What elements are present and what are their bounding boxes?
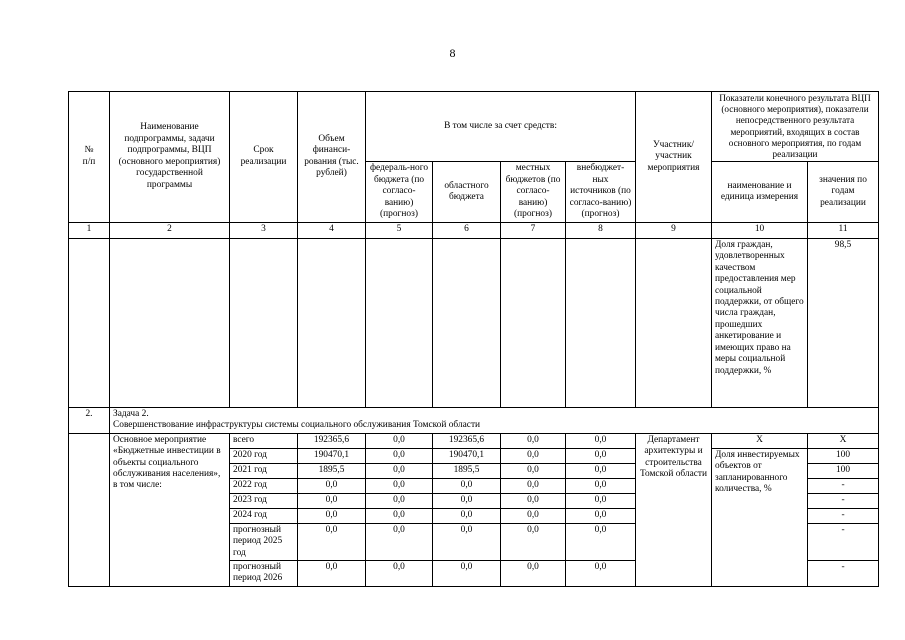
indicator-value-cell: 100	[808, 448, 879, 463]
empty-cell	[230, 238, 298, 407]
col-number: 1	[69, 222, 110, 238]
header-num: № п/п	[69, 92, 110, 223]
indicator-value-cell: -	[808, 508, 879, 523]
period-cell: 2021 год	[230, 463, 298, 478]
header-regional: областного бюджета	[433, 162, 501, 222]
federal-cell: 0,0	[366, 508, 433, 523]
local-cell: 0,0	[501, 448, 566, 463]
regional-cell: 192365,6	[433, 433, 501, 448]
indicator-value-cell: -	[808, 561, 879, 587]
header-term: Срок реализации	[230, 92, 298, 223]
federal-cell: 0,0	[366, 561, 433, 587]
header-local: местных бюджетов (по согласо-ванию) (прогноз)	[501, 162, 566, 222]
header-indicator-name: наименование и единица измерения	[712, 162, 808, 222]
column-numbers-row	[69, 222, 879, 238]
indicator-value-cell: X	[808, 433, 879, 448]
empty-cell	[433, 238, 501, 407]
empty-cell	[501, 238, 566, 407]
total-cell: 192365,6	[298, 433, 366, 448]
col-number: 11	[808, 222, 879, 238]
local-cell: 0,0	[501, 433, 566, 448]
participant-cell: Департамент архитектуры и строительства Томской области	[636, 433, 712, 586]
measure-body	[69, 433, 879, 586]
total-cell: 0,0	[298, 561, 366, 587]
col-number: 8	[566, 222, 636, 238]
col-number: 2	[110, 222, 230, 238]
task-number: 2.	[69, 407, 110, 433]
indicator-value-cell: -	[808, 478, 879, 493]
local-cell: 0,0	[501, 478, 566, 493]
total-cell: 0,0	[298, 478, 366, 493]
federal-cell: 0,0	[366, 523, 433, 560]
measure-name: Основное мероприятие «Бюджетные инвестиции в объекты социального обслуживания населения», в том числе:	[110, 433, 230, 586]
indicator-value-cell: -	[808, 493, 879, 508]
extra-cell: 0,0	[566, 448, 636, 463]
empty-cell	[69, 433, 110, 586]
period-cell: 2023 год	[230, 493, 298, 508]
federal-cell: 0,0	[366, 463, 433, 478]
extra-cell: 0,0	[566, 478, 636, 493]
indicator-value-satisfaction: 98,5	[808, 238, 879, 407]
extra-cell: 0,0	[566, 508, 636, 523]
total-cell: 0,0	[298, 523, 366, 560]
regional-cell: 0,0	[433, 478, 501, 493]
program-table	[68, 91, 879, 587]
header-participant: Участник/ участник мероприятия	[636, 92, 712, 223]
indicator-value-cell: 100	[808, 463, 879, 478]
period-cell: 2022 год	[230, 478, 298, 493]
empty-cell	[566, 238, 636, 407]
total-cell: 1895,5	[298, 463, 366, 478]
regional-cell: 0,0	[433, 508, 501, 523]
extra-cell: 0,0	[566, 463, 636, 478]
empty-cell	[298, 238, 366, 407]
task-description	[110, 407, 879, 433]
header-indicator-values: значения по годам реализации	[808, 162, 879, 222]
measure-row	[69, 433, 879, 448]
col-number: 5	[366, 222, 433, 238]
col-number: 10	[712, 222, 808, 238]
header-row-1	[69, 92, 879, 162]
regional-cell: 190470,1	[433, 448, 501, 463]
header-name: Наименование подпрограммы, задачи подпрограммы, ВЦП (основного мероприятия) государственной программы	[110, 92, 230, 223]
header-indicators-group: Показатели конечного результата ВЦП (основного мероприятия), показатели непосредственного результата мероприятий, входящих в состав основного мероприятия, по годам реализации	[712, 92, 879, 162]
regional-cell: 0,0	[433, 561, 501, 587]
federal-cell: 0,0	[366, 493, 433, 508]
period-cell: прогнозный период 2026	[230, 561, 298, 587]
empty-cell	[636, 238, 712, 407]
extra-cell: 0,0	[566, 433, 636, 448]
col-number: 3	[230, 222, 298, 238]
page-number: 8	[449, 46, 456, 60]
regional-cell: 1895,5	[433, 463, 501, 478]
task-text: Совершенствование инфраструктуры системы социального обслуживания Томской области	[113, 420, 481, 431]
regional-cell: 0,0	[433, 523, 501, 560]
header-federal: федераль-ного бюджета (по согласо-ванию) (прогноз)	[366, 162, 433, 222]
federal-cell: 0,0	[366, 448, 433, 463]
period-cell: 2024 год	[230, 508, 298, 523]
indicator-name-satisfaction: Доля граждан, удовлетворенных качеством предоставления мер социальной поддержки, от общего числа граждан, прошедших анкетирование и имеющих право на меры социальной поддержки, %	[712, 238, 808, 407]
period-cell: всего	[230, 433, 298, 448]
task-title: Задача 2.	[113, 408, 149, 419]
local-cell: 0,0	[501, 493, 566, 508]
local-cell: 0,0	[501, 508, 566, 523]
col-number: 9	[636, 222, 712, 238]
federal-cell: 0,0	[366, 478, 433, 493]
extra-cell: 0,0	[566, 493, 636, 508]
local-cell: 0,0	[501, 561, 566, 587]
task-row	[69, 407, 879, 433]
total-cell: 0,0	[298, 493, 366, 508]
empty-cell	[366, 238, 433, 407]
col-number: 4	[298, 222, 366, 238]
header-extra: внебюджет-ных источников (по согласо-ванию) (прогноз)	[566, 162, 636, 222]
col-number: 7	[501, 222, 566, 238]
federal-cell: 0,0	[366, 433, 433, 448]
indicator-name-cell: Доля инвестируемых объектов от запланированного количества, %	[712, 448, 808, 586]
period-cell: 2020 год	[230, 448, 298, 463]
total-cell: 0,0	[298, 508, 366, 523]
empty-cell	[69, 238, 110, 407]
indicator-value-cell: -	[808, 523, 879, 560]
local-cell: 0,0	[501, 523, 566, 560]
header-volume: Объем финанси-рования (тыс. рублей)	[298, 92, 366, 223]
continuation-row	[69, 238, 879, 407]
local-cell: 0,0	[501, 463, 566, 478]
empty-cell	[110, 238, 230, 407]
total-cell: 190470,1	[298, 448, 366, 463]
regional-cell: 0,0	[433, 493, 501, 508]
indicator-name-cell: X	[712, 433, 808, 448]
period-cell: прогнозный период 2025 год	[230, 523, 298, 560]
col-number: 6	[433, 222, 501, 238]
header-funds-group: В том числе за счет средств:	[366, 92, 636, 162]
extra-cell: 0,0	[566, 523, 636, 560]
extra-cell: 0,0	[566, 561, 636, 587]
